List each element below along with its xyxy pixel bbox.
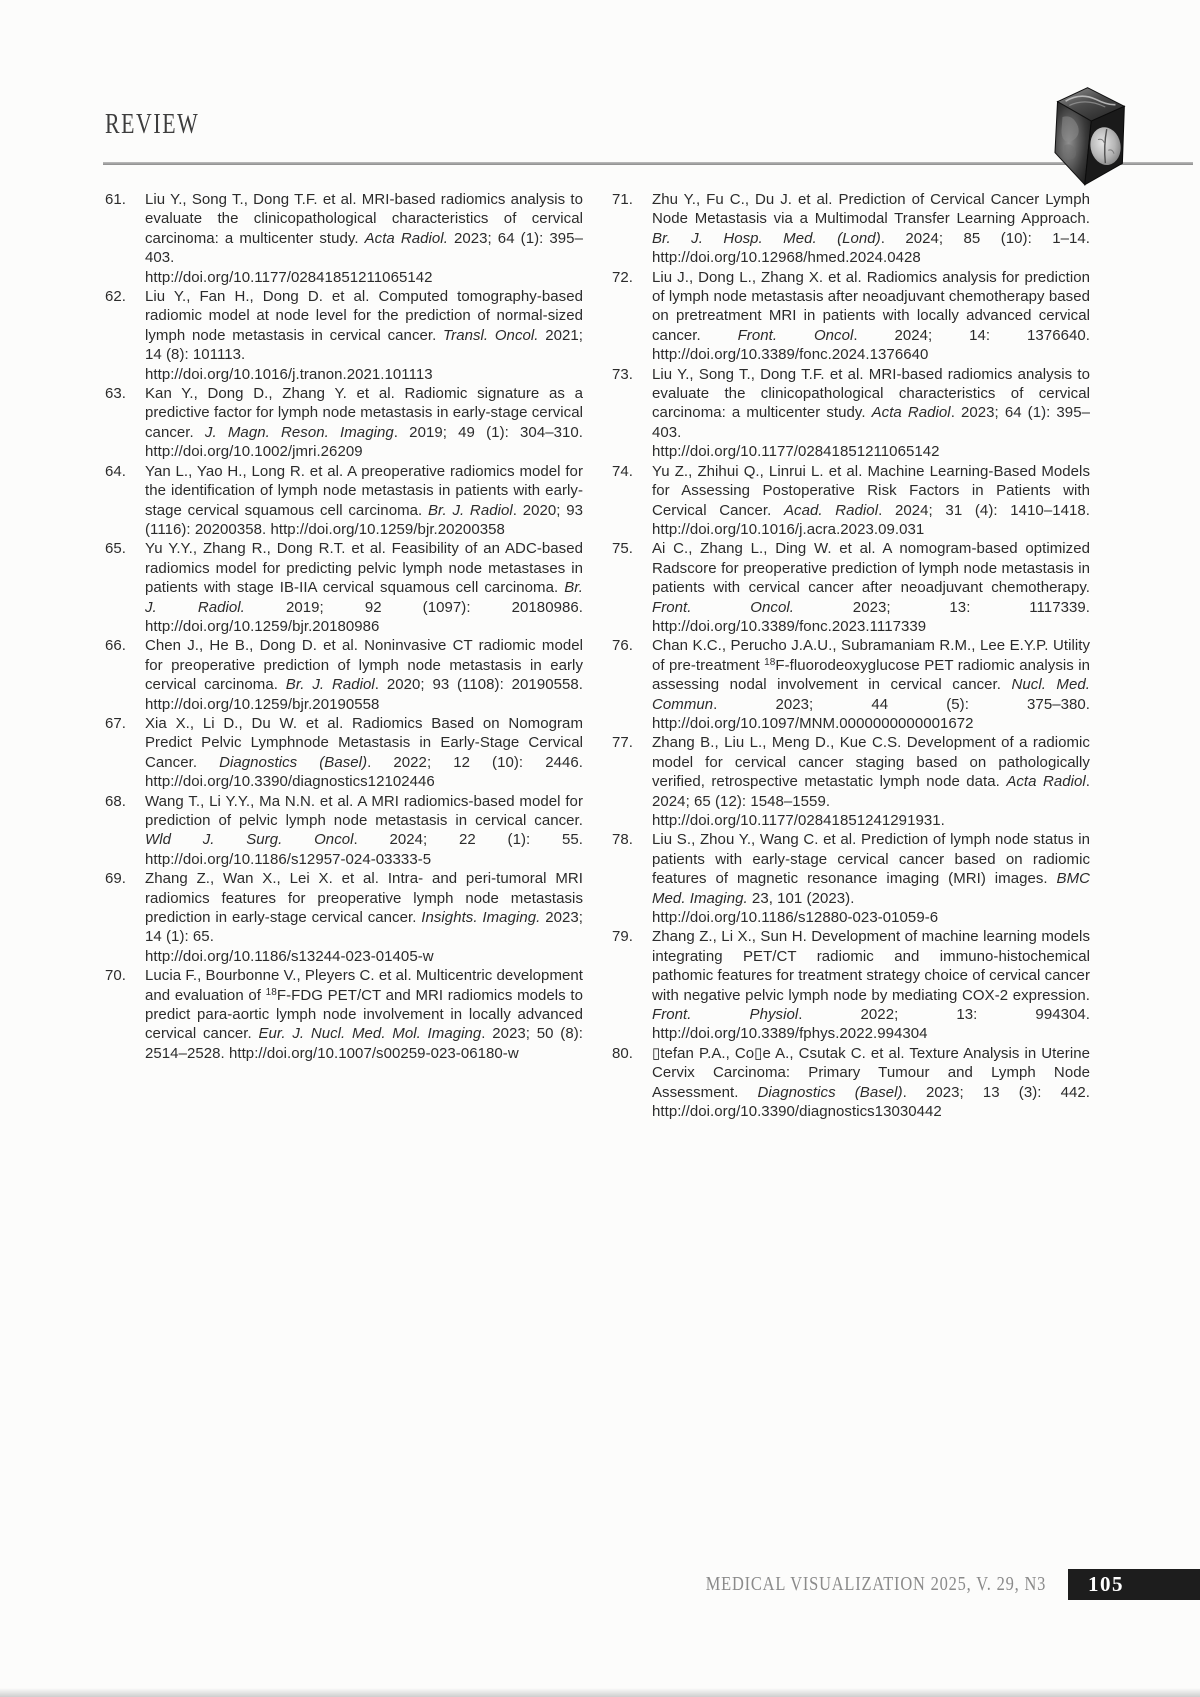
doi-url: http://doi.org/10.1007/s00259-023-06180-w [228, 1044, 519, 1062]
reference-item [105, 792, 583, 870]
reference-text: Zhang Z., Li X., Sun H. Development of machine learning models integrating PET/CT radiomic and immuno-histochemical pathomic features for treatment strategy choice of cervical cancer with negative pelvic lymph node by mediating COX-2 expression. Front. Physiol. 2022; 13: 994304. http://doi.org/10.3389/fphys.2022.994304 [652, 928, 1090, 1043]
reference-text: Liu J., Dong L., Zhang X. et al. Radiomics analysis for prediction of lymph node metastasis after neoadjuvant chemotherapy based on pretreatment MRI in patients with locally advanced cervical cancer. Front. Oncol. 2024; 14: 1376640. http://doi.org/10.3389/fonc.2024.1376640 [652, 268, 1090, 364]
reference-text: Liu Y., Song T., Dong T.F. et al. MRI-based radiomics analysis to evaluate the clinicopathological characteristics of cervical carcinoma: a multicenter study. Acta Radiol. 2023; 64 (1): 395–403. http://doi.org/10.1177/02841851211065142 [652, 365, 1090, 461]
reference-text: Zhang B., Liu L., Meng D., Kue C.S. Development of a radiomic model for cervical cancer staging based on pathologically verified, retrospective metastatic lymph node data. Acta Radiol. 2024; 65 (12): 1548–1559. http://doi.org/10.1177/02841851241291931. [652, 734, 1090, 829]
doi-url: http://doi.org/10.3389/fonc.2024.1376640 [652, 346, 929, 364]
reference-number: 70. [105, 967, 127, 985]
reference-number: 67. [105, 714, 127, 732]
reference-list-right [612, 190, 1090, 1122]
reference-item [105, 384, 583, 462]
reference-text: Yu Y.Y., Zhang R., Dong R.T. et al. Feasibility of an ADC-based radiomics model for predicting pelvic lymph node metastases in patients with stage IB-IIA cervical squamous cell carcinoma. Br. J. Radiol. 2019; 92 (1097): 20180986. http://doi.org/10.1259/bjr.20180986 [145, 540, 583, 635]
reference-number: 73. [612, 365, 634, 383]
reference-text: Lucia F., Bourbonne V., Pleyers C. et al. Multicentric development and evaluation of $^{18}$F-FDG PET/CT and MRI radiomics models to predict para-aortic lymph node involvement in locally advanced cervical cancer. Eur. J. Nucl. Med. Mol. Imaging. 2023; 50 (8): 2514–2528. http://doi.org/10.1007/s00259-023-06180-w [145, 967, 583, 1062]
reference-item [105, 869, 583, 966]
page-number: 105 [1088, 1572, 1124, 1596]
reference-text: Kan Y., Dong D., Zhang Y. et al. Radiomic signature as a predictive factor for lymph node metastasis in early-stage cervical cancer. J. Magn. Reson. Imaging. 2019; 49 (1): 304–310. http://doi.org/10.1002/jmri.26209 [145, 385, 584, 461]
doi-url: http://doi.org/10.1016/j.tranon.2021.101113 [145, 365, 433, 383]
reference-item [105, 462, 583, 540]
doi-url: http://doi.org/10.1016/j.acra.2023.09.031 [652, 520, 925, 538]
reference-item [612, 190, 1090, 268]
doi-url: http://doi.org/10.3390/diagnostics12102446 [145, 773, 435, 791]
reference-number: 61. [105, 191, 127, 208]
reference-text: Liu Y., Fan H., Dong D. et al. Computed tomography-based radiomic model at node level for the prediction of normal-sized lymph node metastasis in cervical cancer. Transl. Oncol. 2021; 14 (8): 101113. http://doi.org/10.1016/j.tranon.2021.101113 [145, 288, 584, 383]
doi-url: http://doi.org/10.1177/02841851241291931. [652, 812, 945, 829]
reference-item [105, 636, 583, 714]
page-footer [0, 1569, 1200, 1600]
doi-url: http://doi.org/10.12968/hmed.2024.0428 [652, 249, 921, 267]
doi-url: http://doi.org/10.1186/s12957-024-03333-5 [145, 850, 432, 868]
doi-url: http://doi.org/10.3389/fphys.2022.994304 [652, 1025, 928, 1043]
doi-url: http://doi.org/10.1097/MNM.0000000000001672 [652, 714, 974, 732]
doi-url: http://doi.org/10.3389/fonc.2023.1117339 [652, 617, 927, 635]
doi-url: http://doi.org/10.1259/bjr.20180986 [145, 617, 380, 635]
reference-item [105, 539, 583, 636]
reference-item [612, 268, 1090, 365]
reference-number: 75. [612, 540, 634, 558]
doi-url: http://doi.org/10.1177/02841851211065142 [145, 268, 433, 286]
reference-number: 78. [612, 831, 634, 849]
doi-url: http://doi.org/10.1259/bjr.20200358 [270, 520, 505, 538]
reference-text: Chan K.C., Perucho J.A.U., Subramaniam R.M., Lee E.Y.P. Utility of pre-treatment $^{18}$F-fluorodeoxyglucose PET radiomic analysis in assessing nodal involvement in cervical cancer. Nucl. Med. Commun. 2023; 44 (5): 375–380. http://doi.org/10.1097/MNM.0000000000001672 [652, 637, 1091, 732]
reference-item [612, 636, 1090, 733]
reference-item [105, 287, 583, 384]
page-number-box [1068, 1569, 1200, 1600]
reference-number: 72. [612, 268, 634, 286]
reference-item [612, 830, 1090, 927]
reference-number: 76. [612, 637, 634, 655]
reference-item [612, 365, 1090, 462]
reference-number: 64. [105, 462, 127, 480]
reference-text: Ai C., Zhang L., Ding W. et al. A nomogram-based optimized Radscore for preoperative prediction of lymph node metastasis in patients with cervical cancer after neoadjuvant chemotherapy. Front. Oncol. 2023; 13: 1117339. http://doi.org/10.3389/fonc.2023.1117339 [652, 540, 1090, 635]
reference-item [612, 539, 1090, 636]
reference-text: Zhu Y., Fu C., Du J. et al. Prediction of Cervical Cancer Lymph Node Metastasis via a Multimodal Transfer Learning Approach. Br. J. Hosp. Med. (Lond). 2024; 85 (10): 1–14. http://doi.org/10.12968/hmed.2024.0428 [652, 191, 1090, 267]
reference-text: ▯tefan P.A., Co▯e A., Csutak C. et al. Texture Analysis in Uterine Cervix Carcinoma: Primary Tumour and Lymph Node Assessment. Diagnostics (Basel). 2023; 13 (3): 442. http://doi.org/10.3390/diagnostics13030442 [652, 1044, 1090, 1121]
doi-url: http://doi.org/10.1186/s12880-023-01059-6 [652, 909, 939, 927]
reference-number: 62. [105, 288, 127, 306]
reference-text: Yu Z., Zhihui Q., Linrui L. et al. Machine Learning-Based Models for Assessing Postoperative Risk Factors in Patients with Cervical Cancer. Acad. Radiol. 2024; 31 (4): 1410–1418. http://doi.org/10.1016/j.acra.2023.09.031 [652, 462, 1090, 538]
header-rule [103, 162, 1193, 165]
reference-number: 80. [612, 1044, 634, 1062]
journal-footer-line: MEDICAL VISUALIZATION 2025, V. 29, N3 [705, 1573, 1046, 1595]
reference-item [105, 966, 583, 1063]
reference-item [612, 927, 1090, 1043]
reference-number: 74. [612, 462, 634, 480]
reference-number: 63. [105, 385, 127, 403]
doi-url: http://doi.org/10.3390/diagnostics13030442 [652, 1103, 942, 1121]
reference-text: Zhang Z., Wan X., Lei X. et al. Intra- and peri-tumoral MRI radiomics features for preoperative lymph node metastasis prediction in early-stage cervical cancer. Insights. Imaging. 2023; 14 (1): 65. http://doi.org/10.1186/s13244-023-01405-w [145, 870, 583, 965]
reference-number: 66. [105, 637, 127, 655]
reference-item [612, 462, 1090, 540]
reference-number: 79. [612, 928, 634, 946]
doi-url: http://doi.org/10.1177/02841851211065142 [652, 443, 940, 461]
reference-text: Wang T., Li Y.Y., Ma N.N. et al. A MRI radiomics-based model for prediction of pelvic lymph node metastasis in cervical cancer. Wld J. Surg. Oncol. 2024; 22 (1): 55. http://doi.org/10.1186/s12957-024-03333-5 [145, 792, 583, 868]
reference-item [105, 190, 583, 287]
doi-url: http://doi.org/10.1186/s13244-023-01405-w [145, 947, 434, 965]
reference-text: Xia X., Li D., Du W. et al. Radiomics Based on Nomogram Predict Pelvic Lymphnode Metastasis in Early-Stage Cervical Cancer. Diagnostics (Basel). 2022; 12 (10): 2446. http://doi.org/10.3390/diagnostics12102446 [145, 714, 583, 791]
reference-text: Yan L., Yao H., Long R. et al. A preoperative radiomics model for the identification of lymph node metastasis in patients with early-stage cervical squamous cell carcinoma. Br. J. Radiol. 2020; 93 (1116): 20200358. http://doi.org/10.1259/bjr.20200358 [145, 462, 583, 538]
reference-number: 68. [105, 792, 127, 810]
reference-number: 69. [105, 870, 127, 888]
reference-item [612, 733, 1090, 830]
reference-text: Chen J., He B., Dong D. et al. Noninvasive CT radiomic model for preoperative prediction of lymph node metastasis in early cervical carcinoma. Br. J. Radiol. 2020; 93 (1108): 20190558. http://doi.org/10.1259/bjr.20190558 [145, 637, 583, 713]
section-heading: REVIEW [105, 109, 200, 140]
reference-text: Liu S., Zhou Y., Wang C. et al. Prediction of lymph node status in patients with early-stage cervical cancer based on radiomic features of magnetic resonance imaging (MRI) images. BMC Med. Imaging. 23, 101 (2023). http://doi.org/10.1186/s12880-023-01059-6 [652, 831, 1090, 927]
doi-url: http://doi.org/10.1259/bjr.20190558 [145, 695, 380, 713]
reference-number: 65. [105, 540, 127, 558]
reference-item [105, 714, 583, 792]
reference-number: 77. [612, 734, 634, 752]
reference-number: 71. [612, 191, 634, 208]
reference-text: Liu Y., Song T., Dong T.F. et al. MRI-based radiomics analysis to evaluate the clinicopathological characteristics of cervical carcinoma: a multicenter study. Acta Radiol. 2023; 64 (1): 395–403. http://doi.org/10.1177/02841851211065142 [145, 191, 583, 286]
reference-list-left [105, 190, 583, 1063]
reference-item [612, 1044, 1090, 1122]
medical-cube-logo-icon [1053, 87, 1127, 191]
doi-url: http://doi.org/10.1002/jmri.26209 [145, 443, 363, 461]
